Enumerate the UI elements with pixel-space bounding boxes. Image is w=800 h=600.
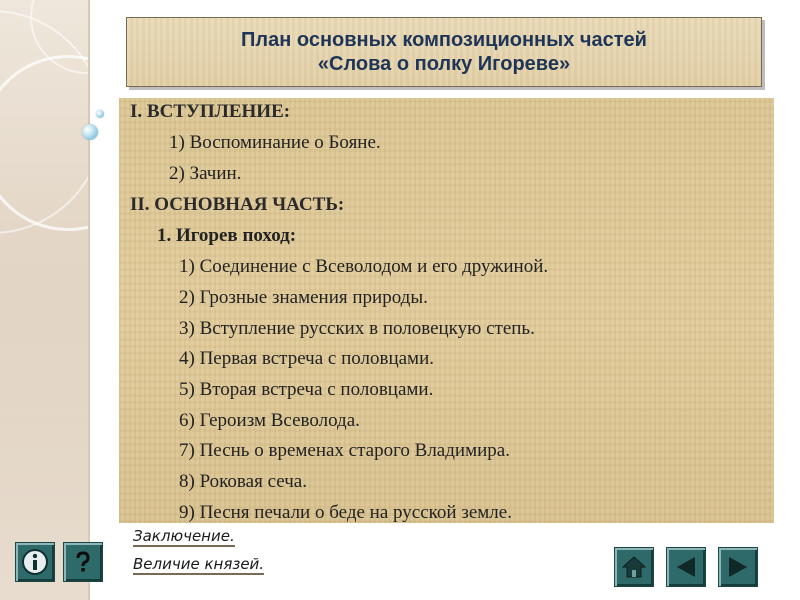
- outline-item: 9) Песня печали о беде на русской земле.: [179, 502, 512, 523]
- previous-slide-button[interactable]: [666, 547, 706, 587]
- outline-item: 4) Первая встреча с половцами.: [179, 348, 434, 369]
- triangle-left-icon: [672, 553, 700, 581]
- home-icon: [620, 553, 648, 581]
- conclusion-label: Заключение.: [133, 527, 235, 545]
- decorative-bubble: [96, 110, 104, 118]
- decorative-side-strip: [0, 0, 88, 600]
- triangle-right-icon: [724, 553, 752, 581]
- outline-item: 2) Зачин.: [169, 163, 242, 184]
- question-icon: [69, 548, 97, 576]
- outline-item: 3) Вступление русских в половецкую степь.: [179, 318, 535, 339]
- section-heading-main-part: II. ОСНОВНАЯ ЧАСТЬ:: [130, 194, 345, 215]
- outline-item: 5) Вторая встреча с половцами.: [179, 379, 434, 400]
- outline-item: 2) Грозные знамения природы.: [179, 287, 428, 308]
- outline-item: 7) Песнь о временах старого Владимира.: [179, 440, 510, 461]
- next-slide-button[interactable]: [718, 547, 758, 587]
- help-button[interactable]: [63, 542, 103, 582]
- slide-title-line-2: «Слова о полку Игореве»: [317, 53, 571, 75]
- home-button[interactable]: [614, 547, 654, 587]
- decorative-arc: [0, 55, 88, 231]
- slide-title-line-1: План основных композиционных частей: [241, 29, 647, 51]
- outline-item: 1) Воспоминание о Бояне.: [169, 132, 381, 153]
- outline-panel: [119, 98, 774, 523]
- glory-label: Величие князей.: [133, 555, 265, 573]
- slide-title-box: [126, 17, 762, 87]
- section-heading-introduction: I. ВСТУПЛЕНИЕ:: [130, 101, 291, 122]
- divider-line: [88, 0, 90, 600]
- decorative-bubble: [82, 124, 98, 140]
- outline-item: 1) Соединение с Всеволодом и его дружиной.: [179, 256, 549, 277]
- outline-item: 6) Героизм Всеволода.: [179, 410, 360, 431]
- sub-heading-igor-campaign: 1. Игорев поход:: [157, 225, 297, 246]
- info-button[interactable]: [15, 542, 55, 582]
- info-icon: [21, 548, 49, 576]
- outline-item: 8) Роковая сеча.: [179, 471, 307, 492]
